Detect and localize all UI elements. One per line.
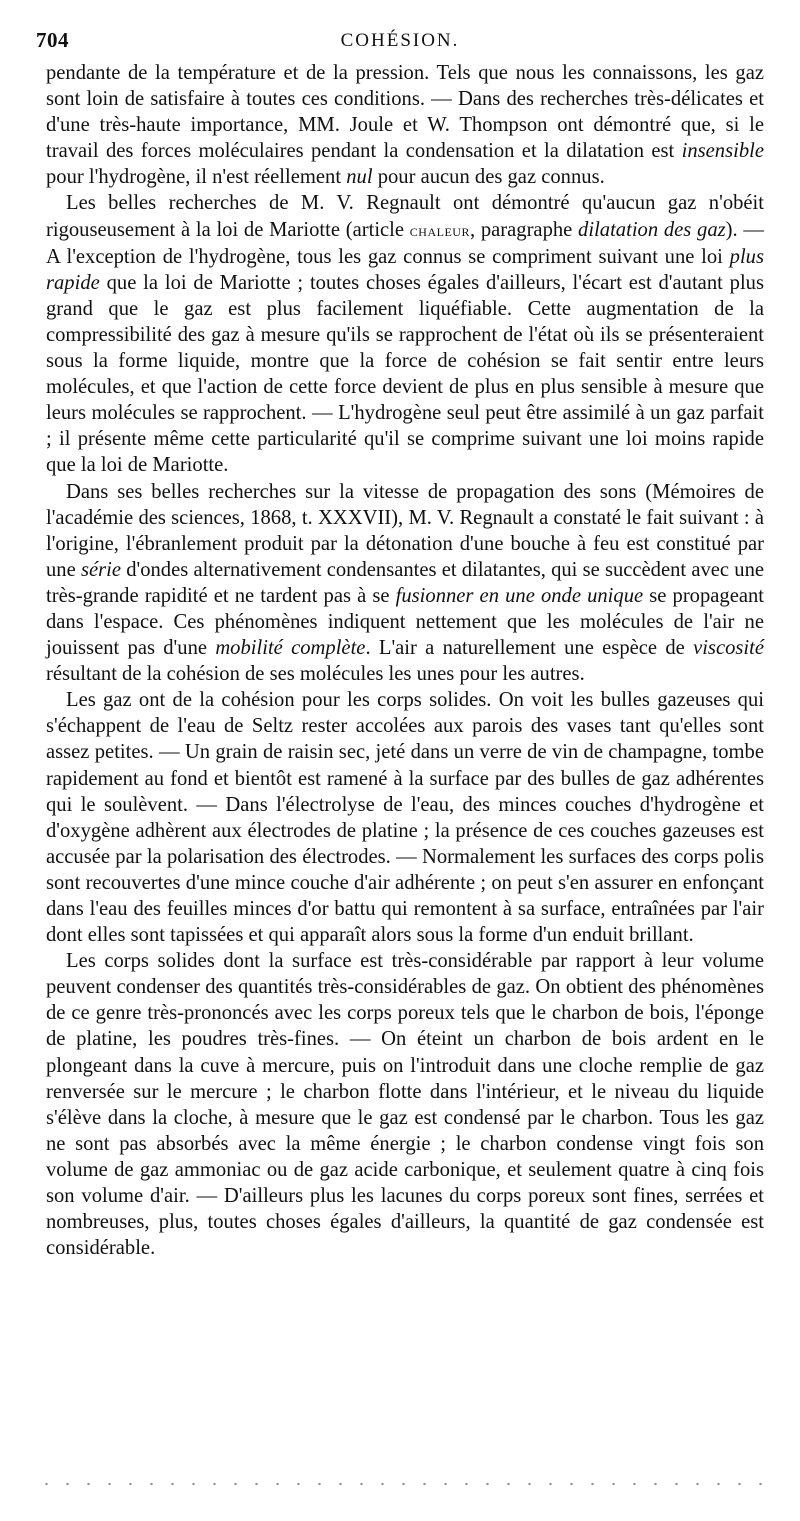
paragraph-1 (46, 60, 764, 190)
text-run: résultant de la cohésion de ses molécules les unes pour les autres. (46, 663, 585, 686)
text-run: , paragraphe (469, 218, 579, 241)
text-run: pour aucun des gaz connus. (372, 166, 605, 189)
text-run: Les corps solides dont la surface est très-considérable par rapport à leur volume peuvent condenser des quantités très-considérables de gaz. On obtient des phénomènes de ce genre très-prononcés avec les corps poreux tels que le charbon de bois, l'éponge de platine, les poudres très-fines. — On éteint un charbon de bois ardent en le plongeant dans la cuve à mercure, puis on l'introduit dans une cloche remplie de gaz renversée sur le mercure ; le charbon flotte dans l'intérieur, et le niveau du liquide s'élève dans la cloche, à mesure que le gaz est condensé par le charbon. Tous les gaz ne sont pas absorbés avec la même énergie ; le charbon condense vingt fois son volume de gaz ammoniac ou de gaz acide carbonique, et seulement quatre à cinq fois son volume d'air. — D'ailleurs plus les lacunes du corps poreux sont fines, serrées et nombreuses, plus, toutes choses égales d'ailleurs, la quantité de gaz condensée est considérable. (46, 950, 764, 1260)
page-number: 704 (36, 28, 69, 52)
text-run: . L'air a naturellement une espèce de (365, 637, 694, 660)
paragraph-4 (46, 687, 764, 948)
italic-text: nul (346, 166, 373, 189)
paragraph-5 (46, 948, 764, 1261)
italic-text: insensible (681, 140, 764, 163)
body-text (46, 60, 764, 1261)
text-run: Les belles recherches de M. V. Regnault ont démontré qu'aucun gaz n'obéit rigouseusement à la loi de Mariotte (article (46, 192, 764, 241)
italic-text: mobilité complète (215, 637, 366, 660)
italic-text: plus rapide (46, 245, 764, 294)
text-run: pour l'hydrogène, il n'est réellement (46, 166, 347, 189)
paragraph-3 (46, 479, 764, 688)
running-title: COHÉSION. (340, 30, 460, 51)
text-run: Les gaz ont de la cohésion pour les corps solides. On voit les bulles gazeuses qui s'échappent de l'eau de Seltz rester accolées aux parois des vases tant qu'elles sont assez petites. — Un grain de raisin sec, jeté dans un verre de vin de champagne, tombe rapidement au fond et bientôt est ramené à la surface par des bulles de gaz adhérentes qui le soulèvent. — Dans l'électrolyse de l'eau, des minces couches d'hydrogène et d'oxygène adhèrent aux électrodes de platine ; la présence de ces couches gazeuses est accusée par la polarisation des électrodes. — Normalement les surfaces des corps polis sont recouvertes d'une mince couche d'air adhérente ; on peut s'en assurer en enfonçant dans l'eau des feuilles minces d'or battu qui remontent à sa surface, entraînées par l'air dont elles sont tapissées et qui apparaît alors sous la forme d'un enduit brillant. (46, 689, 764, 947)
text-run: se propageant dans l'espace. Ces phénomènes indiquent nettement que les molécules de l'air ne jouissent pas d'une (46, 584, 765, 660)
italic-text: viscosité (693, 637, 764, 660)
paragraph-2 (46, 190, 764, 478)
italic-text: fusionner en une onde unique (395, 584, 644, 607)
italic-text: dilatation des gaz (578, 218, 726, 241)
italic-text: série (80, 558, 121, 581)
small-caps-text: chaleur (409, 220, 470, 240)
text-run: pendante de la température et de la pression. Tels que nous les connaissons, les gaz sont loin de satisfaire à toutes ces conditions. — Dans des recherches très-délicates et d'une très-haute importance, MM. Joule et W. Thompson ont démontré que, si le travail des forces moléculaires pendant la condensation et la dilatation est (46, 62, 764, 163)
text-run: Dans ses belles recherches sur la vitesse de propagation des sons (Mémoires de l'académie des sciences, 1868, t. XXXVII), M. V. Regnault a constaté le fait suivant : à l'origine, l'ébranlement produit par la détonation d'une bouche à feu est constitué par une (46, 480, 764, 581)
page-header (36, 22, 764, 62)
footer-ink-marks (36, 1482, 764, 1486)
text-run: d'ondes alternativement condensantes et dilatantes, qui se succèdent avec une très-grande rapidité et ne tardent pas à se (46, 558, 765, 607)
text-run: ). — A l'exception de l'hydrogène, tous les gaz connus se compriment suivant une loi (46, 218, 765, 268)
text-run: que la loi de Mariotte ; toutes choses égales d'ailleurs, l'écart est d'autant plus grand que le gaz est plus facilement liquéfiable. Cette augmentation de la compressibilité des gaz à mesure qu'ils se rapprochent de l'état où ils se présenteraient sous la forme liquide, montre que la force de cohésion se fait sentir entre leurs molécules, et que l'action de cette force devient de plus en plus sensible à mesure que leurs molécules se rapprochent. — L'hydrogène seul peut être assimilé à un gaz parfait ; il présente même cette particularité qu'il se comprime suivant une loi moins rapide que la loi de Mariotte. (46, 271, 764, 477)
